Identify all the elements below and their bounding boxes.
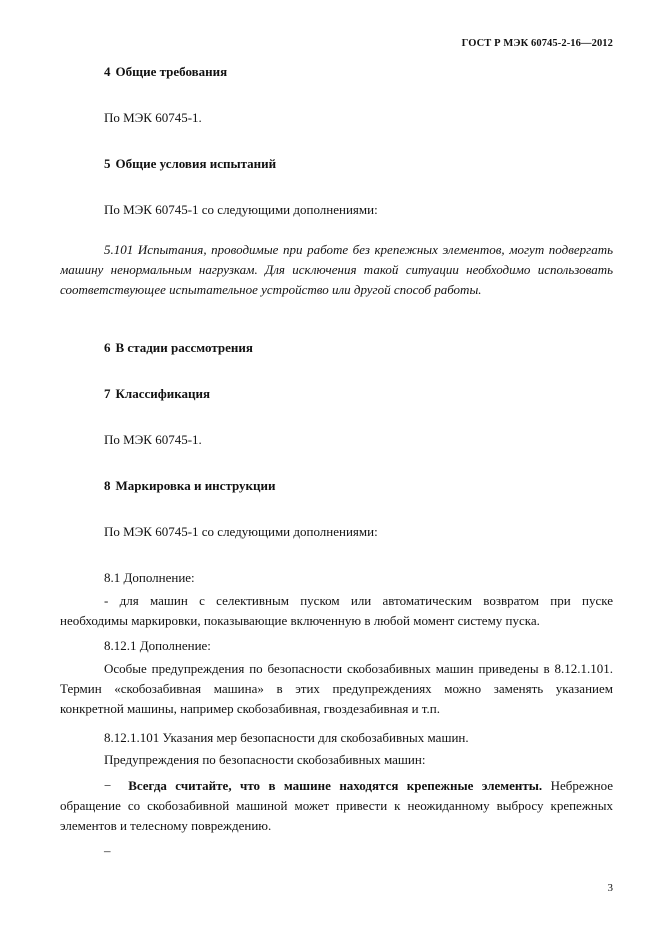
section-6-number: 6 [104, 340, 111, 355]
document-code-header: ГОСТ Р МЭК 60745-2-16—2012 [461, 38, 613, 49]
section-8-title: Маркировка и инструкции [115, 478, 276, 493]
section-5-title: Общие условия испытаний [115, 156, 277, 171]
clause-line: Особые предупреждения по безопасности скобозабивных машин приведены в 8.12.1.101. [104, 661, 613, 676]
warning-dash: − [104, 778, 112, 793]
clause-line: Термин «скобозабивная машина» в этих предупреждениях можно заменять указанием [60, 681, 613, 696]
warning-line: элементов и телесному повреждению. [60, 818, 272, 833]
clause-line: конкретной машины, например скобозабивная, гвоздезабивная и т.п. [60, 701, 440, 716]
warning-1-bold-text: Всегда считайте, что в машине находятся крепежные элементы. [128, 778, 543, 793]
section-8-heading [104, 478, 276, 494]
section-7-heading [104, 386, 210, 402]
section-8-number: 8 [104, 478, 111, 493]
section-4-title: Общие требования [115, 64, 228, 79]
warning-line: обращение со скобозабивной машиной может привести к неожиданному выбросу крепежных [60, 798, 613, 813]
section-7-number: 7 [104, 386, 111, 401]
section-7-body: По МЭК 60745-1. [104, 432, 202, 447]
note-line: машину ненормальным нагрузкам. Для исключения такой ситуации необходимо использовать [60, 262, 613, 277]
warning-1 [60, 776, 613, 836]
warning-1-first-line [60, 776, 613, 796]
clause-8-12-1-title: 8.12.1 Дополнение: [104, 638, 211, 653]
note-line: 5.101 Испытания, проводимые при работе без крепежных элементов, могут подвергать [104, 242, 613, 257]
clause-8-1-title: 8.1 Дополнение: [104, 570, 195, 585]
section-4-heading [104, 64, 227, 80]
section-4-number: 4 [104, 64, 111, 79]
section-7-title: Классификация [115, 386, 211, 401]
section-4-body: По МЭК 60745-1. [104, 110, 202, 125]
clause-line: необходимы маркировки, показывающие включенную в любой момент систему пуска. [60, 613, 540, 628]
note-line: соответствующее испытательное устройство или другой способ работы. [60, 282, 482, 297]
clause-line: - для машин с селективным пуском или автоматическим возвратом при пуске [104, 593, 613, 608]
section-5-body: По МЭК 60745-1 со следующими дополнениями: [104, 202, 378, 217]
warning-2-dash: – [104, 843, 111, 858]
section-6-heading [104, 340, 253, 356]
section-8-body: По МЭК 60745-1 со следующими дополнениями: [104, 524, 378, 539]
warning-1-text-start: Небрежное [550, 778, 613, 793]
clause-8-12-1-101-title: 8.12.1.101 Указания мер безопасности для скобозабивных машин. [104, 730, 469, 745]
section-5-heading [104, 156, 276, 172]
section-6-title: В стадии рассмотрения [115, 340, 253, 355]
clause-8-12-1-text [60, 659, 613, 719]
clause-8-1-text [60, 591, 613, 631]
section-5-101-note [60, 240, 613, 300]
section-5-number: 5 [104, 156, 111, 171]
page-number: 3 [607, 882, 613, 894]
warnings-intro: Предупреждения по безопасности скобозабивных машин: [104, 752, 426, 767]
